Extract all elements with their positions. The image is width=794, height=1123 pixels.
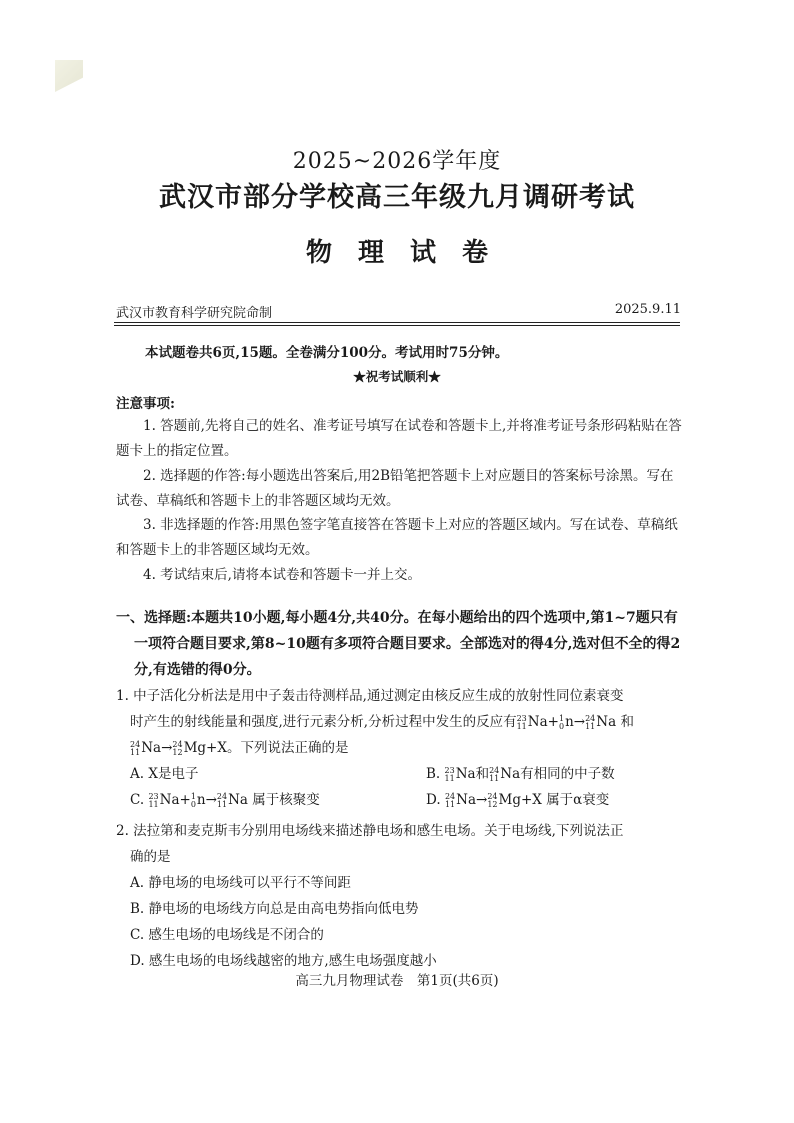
nuclide-mg: Mg — [498, 792, 521, 808]
option-text: 属于核聚变 — [252, 792, 320, 808]
nuclide-na: Na — [159, 792, 180, 808]
q1-options-row1 — [116, 761, 686, 787]
header-rule-bottom — [114, 325, 680, 326]
question-1 — [116, 683, 686, 813]
q1-stem-text: 时产生的射线能量和强度,进行元素分析,分析过程中发生的反应有 — [130, 714, 517, 730]
section-heading — [116, 605, 690, 683]
nuclide-na: Na — [500, 766, 521, 782]
nuclide-scripts: 24 11 — [130, 739, 141, 757]
nuclide-scripts: 24 12 — [172, 739, 183, 757]
nuclide-na: Na — [527, 714, 548, 730]
header-rule-top — [114, 322, 680, 323]
question-2 — [116, 818, 686, 974]
q2-option-b: B. 静电场的电场线方向总是由高电势指向低电势 — [130, 901, 419, 917]
notice-title: 注意事项: — [116, 396, 175, 412]
nuclide-na: Na — [596, 714, 617, 730]
notice-item: 3. 非选择题的作答:用黑色签字笔直接答在答题卡上对应的答题区域内。写在试卷、草稿纸和答题卡上的非答题区域均无效。 — [116, 517, 678, 558]
nuclide-n: n — [196, 792, 206, 808]
q1-option-b — [426, 761, 615, 787]
nuclide-na: Na — [455, 766, 476, 782]
good-luck-line: ★祝考试顺利★ — [353, 369, 441, 384]
nuclide-scripts: 1 0 — [190, 791, 196, 809]
q2-option-c: C. 感生电场的电场线是不闭合的 — [130, 927, 324, 943]
subject-title: 物理试卷 — [305, 238, 514, 268]
q1-options-row2 — [116, 787, 686, 813]
nuclide-na: Na — [228, 792, 248, 808]
nuclide-na: Na — [141, 740, 162, 756]
page-footer: 高三九月物理试卷 第1页(共6页) — [295, 973, 499, 989]
option-and: 和 — [475, 766, 490, 782]
q2-option-d: D. 感生电场的电场线越密的地方,感生电场强度越小 — [130, 953, 437, 969]
q2-stem-line2: 确的是 — [130, 849, 171, 865]
option-letter: D. — [426, 792, 441, 808]
nuclide-scripts: 23 11 — [444, 765, 455, 783]
option-text: 有相同的中子数 — [520, 766, 615, 782]
q2-stem-line1: 2. 法拉第和麦克斯韦分别用电场线来描述静电场和感生电场。关于电场线,下列说法正 — [116, 823, 624, 839]
nuclide-scripts: 24 11 — [444, 791, 456, 809]
option-letter: B. — [426, 766, 441, 782]
nuclide-scripts: 24 11 — [489, 765, 500, 783]
nuclide-n: n — [565, 714, 574, 730]
nuclide-na: Na — [456, 792, 476, 808]
q1-option-d: D. 24 11 Na→ 24 12 Mg+X 属于α衰变 — [426, 791, 610, 809]
exam-year: 2025~2026学年度 — [292, 149, 502, 174]
nuclide-mg: Mg — [183, 740, 207, 756]
q2-option-a: A. 静电场的电场线可以平行不等间距 — [130, 875, 351, 891]
q1-stem-line1: 1. 中子活化分析法是用中子轰击待测样品,通过测定由核反应生成的放射性同位素衰变 — [116, 688, 624, 704]
q1-stem-line3: 24 11 Na→ 24 12 Mg+X。下列说法正确的是 — [130, 739, 349, 757]
section-lead: 一、选择题:本题共10小题,每小题4分,共40分。在每小题给出的四个选项中,第1~7题只有一项符合题目要求,第8~10题有多项符合题目要求。全部选对的得4分,选对但不全的得2分,有选错的得0分。 — [116, 610, 681, 678]
notice-item: 1. 答题前,先将自己的姓名、准考证号填写在试卷和答题卡上,并将准考证号条形码粘贴在答题卡上的指定位置。 — [116, 418, 682, 459]
q1-and: 和 — [620, 714, 634, 730]
exam-title: 武汉市部分学校高三年级九月调研考试 — [159, 182, 635, 213]
option-text: 属于α衰变 — [546, 792, 610, 808]
q1-stem-line2: 时产生的射线能量和强度,进行元素分析,分析过程中发生的反应有 23 11 Na+ 1 0 n→ 24 11 Na 和 — [130, 713, 634, 731]
nuclide-scripts: 24 12 — [487, 791, 498, 809]
nuclide-scripts: 23 11 — [148, 791, 159, 809]
nuclide-scripts: 24 11 — [216, 791, 228, 809]
scan-corner-mark — [55, 60, 83, 92]
q1-stem-end: 。下列说法正确的是 — [226, 740, 349, 756]
issuer: 武汉市教育科学研究院命制 — [116, 306, 273, 321]
paper-summary: 本试题卷共6页,15题。全卷满分100分。考试用时75分钟。 — [145, 345, 509, 361]
option-letter: C. — [130, 792, 145, 808]
nuclide-scripts: 23 11 — [516, 713, 527, 731]
q1-option-c: C. 23 11 Na+ 1 0 n→ 24 11 Na 属于核聚变 — [130, 791, 320, 809]
exam-date: 2025.9.11 — [614, 302, 681, 317]
notice-item: 2. 选择题的作答:每小题选出答案后,用2B铅笔把答题卡上对应题目的答案标号涂黑。写在试卷、草稿纸和答题卡上的非答题区域均无效。 — [116, 468, 674, 509]
notice-item: 4. 考试结束后,请将本试卷和答题卡一并上交。 — [143, 567, 421, 583]
nuclide-scripts: 1 0 — [558, 713, 565, 731]
nuclide-scripts: 24 11 — [585, 713, 596, 731]
q1-option-a: A. X是电子 — [130, 766, 199, 782]
